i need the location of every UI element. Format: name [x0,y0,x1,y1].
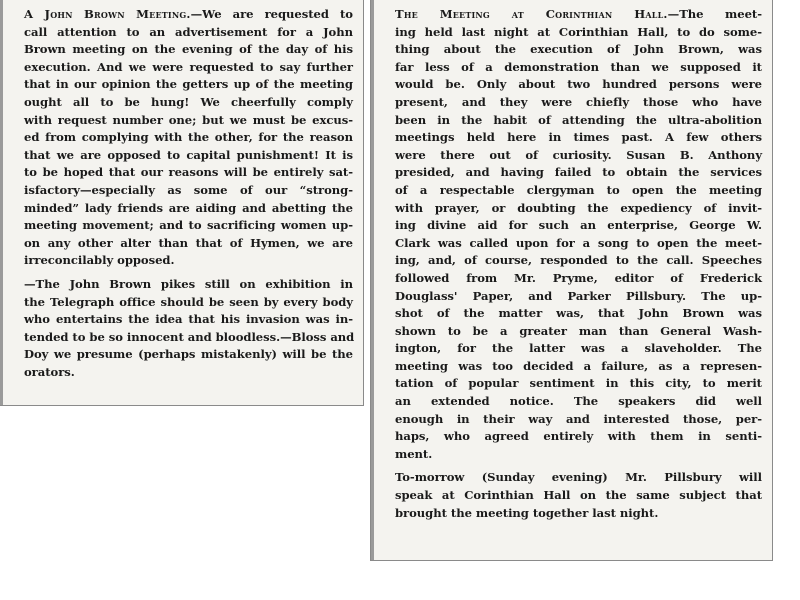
text-line: ed from complying with the other, for the reason [24,130,353,145]
text-line: ing, and, of course, responded to the call. Speeches [395,253,762,268]
text-line: ment. [395,446,433,461]
right-clipping [370,0,773,561]
text-line: Doy we presume (perhaps mistakenly) will be the [24,347,353,362]
text-line: present, and they were chiefly those who have [395,94,762,109]
text-line: haps, who agreed entirely with them in senti- [395,429,762,444]
article-heading: A John Brown Meeting. [24,7,191,21]
right-paragraph-1 [381,6,762,463]
text-line: that in our opinion the getters up of the meeting [24,77,353,92]
text-line: enough in their way and interested those, per- [395,411,762,426]
text-line: ing held last night at Corinthian Hall, to do some- [395,24,762,39]
text-line: an extended notice. The speakers did well [395,394,762,409]
text-line: the Telegraph office should be seen by every body [24,294,353,309]
text-line: brought the meeting together last night. [395,505,659,520]
text-line: shown to be a greater man than General Wash- [395,323,762,338]
text-line: Douglass' Paper, and Parker Pillsbury. The up- [395,288,762,303]
text-line: ington, for the latter was a slaveholder. The [395,341,762,356]
text-line: that we are opposed to capital punishment! It is [24,147,353,162]
text-line: who entertains the idea that his invasion was in- [24,312,353,327]
text-line: Clark was called upon for a song to open the meet- [395,235,762,250]
text-line: execution. And we were requested to say further [24,59,353,74]
text-line: would be. Only about two hundred persons were [395,77,762,92]
text-line: —The John Brown pikes still on exhibition in [24,276,353,291]
right-paragraph-2 [381,469,762,522]
left-clipping [0,0,364,406]
text-line: meetings held here in times past. A few others [395,130,762,145]
text-line: thing about the execution of John Brown, was [395,42,762,57]
text-line: on any other alter than that of Hymen, we are [24,235,353,250]
text-line: shot of the matter was, that John Brown was [395,306,762,321]
text-line: minded” lady friends are aiding and abetting the [24,200,353,215]
left-paragraph-2 [10,276,353,382]
text-line: To-morrow (Sunday evening) Mr. Pillsbury will [395,470,762,485]
text-line: tended to be so innocent and bloodless.—Bloss and [24,329,355,344]
text-line: meeting was too decided a failure, as a represen- [395,358,762,373]
text-line: were there out of curiosity. Susan B. Anthony [395,147,762,162]
text-line: ing divine aid for such an enterprise, George W. [395,218,762,233]
text-line: irreconcilably opposed. [24,253,175,268]
text-line: presided, and having failed to obtain the services [395,165,762,180]
text-line: isfactory—especially as some of our “strong- [24,182,353,197]
text-line: with request number one; but we must be excus- [24,112,353,127]
article-heading: The Meeting at Corinthian Hall. [395,7,668,21]
text-line: to be hoped that our reasons will be entirely sat- [24,165,353,180]
text-line: ought all to be hung! We cheerfully comply [24,94,353,109]
text-line: A John Brown Meeting.—We are requested to [24,7,353,21]
text-line: Brown meeting on the evening of the day of his [24,42,353,57]
text-line: tation of popular sentiment in this city, to merit [395,376,762,391]
left-paragraph-1 [10,6,353,270]
text-line: of a respectable clergyman to open the meeting [395,182,762,197]
text-line: meeting movement; and to sacrificing women up- [24,218,353,233]
text-line: call attention to an advertisement for a John [24,24,353,39]
text-line: far less of a demonstration than we supposed it [395,59,762,74]
text-line: followed from Mr. Pryme, editor of Frederick [395,270,762,285]
text-line: orators. [24,364,75,379]
text-line: with prayer, or doubting the expediency of invit- [395,200,762,215]
text-line: The Meeting at Corinthian Hall.—The meet- [395,7,762,21]
text-line: been in the habit of attending the ultra-abolition [395,112,762,127]
text-line: speak at Corinthian Hall on the same subject that [395,488,762,503]
